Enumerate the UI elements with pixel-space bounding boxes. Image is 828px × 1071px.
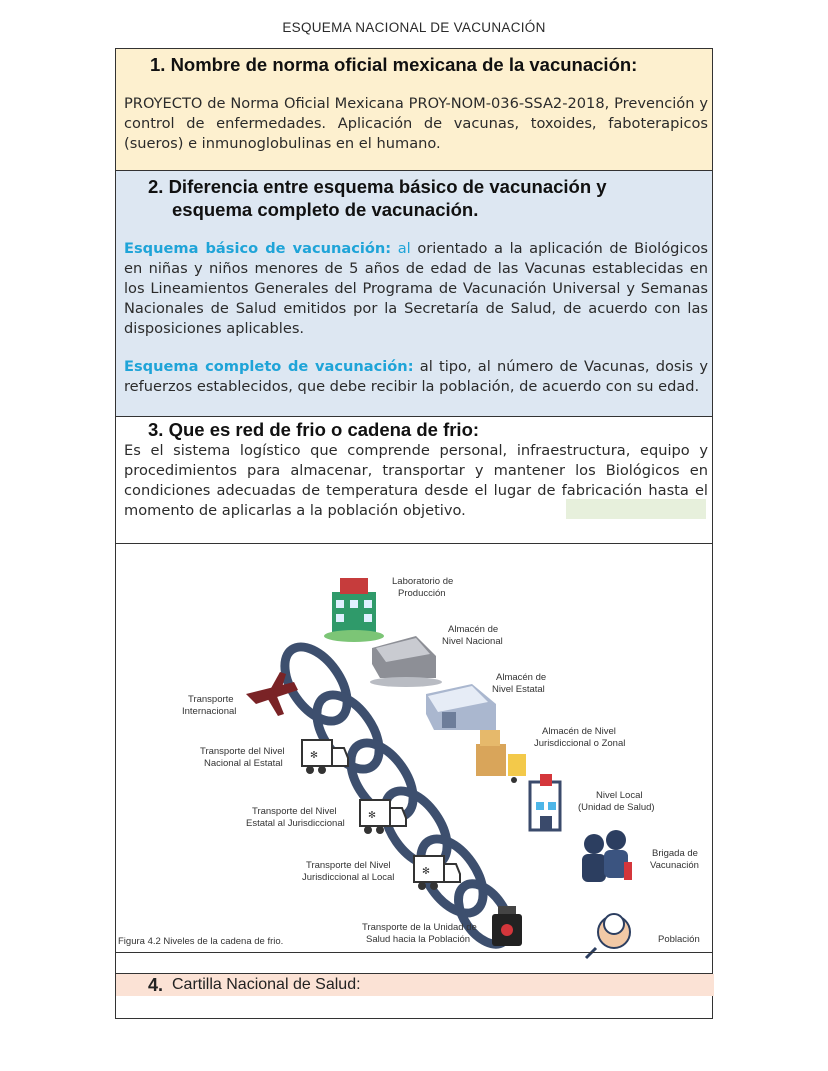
figure-caption: Figura 4.2 Niveles de la cadena de frio.	[118, 936, 284, 947]
section-red-de-frio	[116, 417, 712, 544]
warehouse-jurisdictional-icon	[476, 730, 526, 783]
label-transporte-unidad: Transporte de la Unidad de	[362, 922, 477, 933]
section-title	[148, 175, 688, 221]
label-brigada: Brigada de	[652, 848, 698, 859]
label-transporte-estatal: Transporte del Nivel	[252, 806, 337, 817]
svg-text:✻: ✻	[422, 866, 430, 877]
label-laboratorio: Laboratorio de	[392, 576, 454, 587]
paragraph-esquema-basico	[124, 239, 708, 339]
label-almacen-jurisdiccional: Jurisdiccional o Zonal	[534, 738, 626, 749]
section-diferencia	[116, 171, 712, 417]
section-norma	[116, 49, 712, 171]
warehouse-state-icon	[426, 684, 496, 730]
section-title: Cartilla Nacional de Salud:	[172, 976, 361, 993]
warehouse-national-icon	[370, 636, 442, 687]
term-definition: al tipo, al número de Vacunas, dosis y refuerzos establecidos, que debe recibir la población, de acuerdo con su edad.	[124, 358, 708, 395]
label-almacen-estatal: Almacén de	[496, 672, 547, 683]
term-label: Esquema básico de vacunación:	[124, 240, 392, 257]
label-poblacion: Población	[658, 934, 700, 945]
label-brigada: Vacunación	[650, 860, 699, 871]
truck-national-icon	[302, 740, 348, 774]
vaccination-brigade-icon	[582, 830, 632, 882]
truck-state-icon	[360, 800, 406, 834]
section-cartilla	[116, 974, 712, 1018]
label-transporte-nacional: Nacional al Estatal	[204, 758, 283, 769]
label-transporte-nacional: Transporte del Nivel	[200, 746, 285, 757]
label-nivel-local: Nivel Local	[596, 790, 643, 801]
label-transporte-jurisdiccional: Transporte del Nivel	[306, 860, 391, 871]
paragraph-esquema-completo	[124, 357, 708, 397]
label-transporte-estatal: Estatal al Jurisdiccional	[246, 818, 345, 829]
term-label: Esquema completo de vacunación:	[124, 358, 414, 375]
label-almacen-nacional: Nivel Nacional	[442, 636, 503, 647]
label-transporte-jurisdiccional: Jurisdiccional al Local	[302, 872, 395, 883]
svg-text:✻: ✻	[310, 750, 318, 761]
section-body: PROYECTO de Norma Oficial Mexicana PROY-NOM-036-SSA2-2018, Prevención y control de enfermedades. Aplicación de vacunas, toxoides, faboterapicos (sueros) e inmunoglobulinas en el humano.	[124, 95, 708, 152]
section-number: 4.	[148, 975, 164, 995]
section-body: Es el sistema logístico que comprende personal, infraestructura, equipo y procedimientos para almacenar, transportar y mantener los Biológicos en condiciones adecuadas de temperatura desde el lugar de fabricación hasta el momento de aplicarlas a la población objetivo.	[124, 442, 708, 519]
label-almacen-nacional: Almacén de	[448, 624, 499, 635]
label-transporte-unidad: Salud hacia la Población	[366, 934, 471, 945]
term-definition: orientado a la aplicación de Biológicos en niñas y niños menores de 5 años de edad de las Vacunas establecidas en los Lineamientos Generales del Programa de Vacunación Universal y Semanas Nacionales de Salud emitidos por la Secretaría de Salud, de acuerdo con las disposiciones aplicables.	[124, 240, 709, 337]
caption-divider	[116, 952, 712, 953]
laboratory-icon	[324, 578, 384, 642]
label-transporte-internacional: Internacional	[182, 706, 237, 717]
cooler-icon	[492, 906, 522, 946]
label-almacen-estatal: Nivel Estatal	[492, 684, 545, 695]
label-transporte-internacional: Transporte	[188, 694, 234, 705]
label-laboratorio: Producción	[398, 588, 446, 599]
title-line-1: 2. Diferencia entre esquema básico de vacunación y	[148, 176, 607, 197]
svg-text:✻: ✻	[368, 810, 376, 821]
label-almacen-jurisdiccional: Almacén de Nivel	[542, 726, 616, 737]
section-title: 3. Que es red de frio o cadena de frio:	[148, 419, 480, 440]
term-connector: al	[391, 240, 411, 257]
section-title: 1. Nombre de norma oficial mexicana de la vacunación:	[150, 54, 638, 75]
page-header: ESQUEMA NACIONAL DE VACUNACIÓN	[282, 20, 546, 35]
cold-chain-diagram	[116, 544, 714, 974]
document-table	[115, 48, 713, 1019]
section-figure	[116, 544, 712, 974]
truck-jurisdictional-icon	[414, 856, 460, 890]
local-unit-icon	[530, 774, 560, 830]
title-line-2: esquema completo de vacunación.	[172, 199, 479, 220]
label-nivel-local: (Unidad de Salud)	[578, 802, 655, 813]
